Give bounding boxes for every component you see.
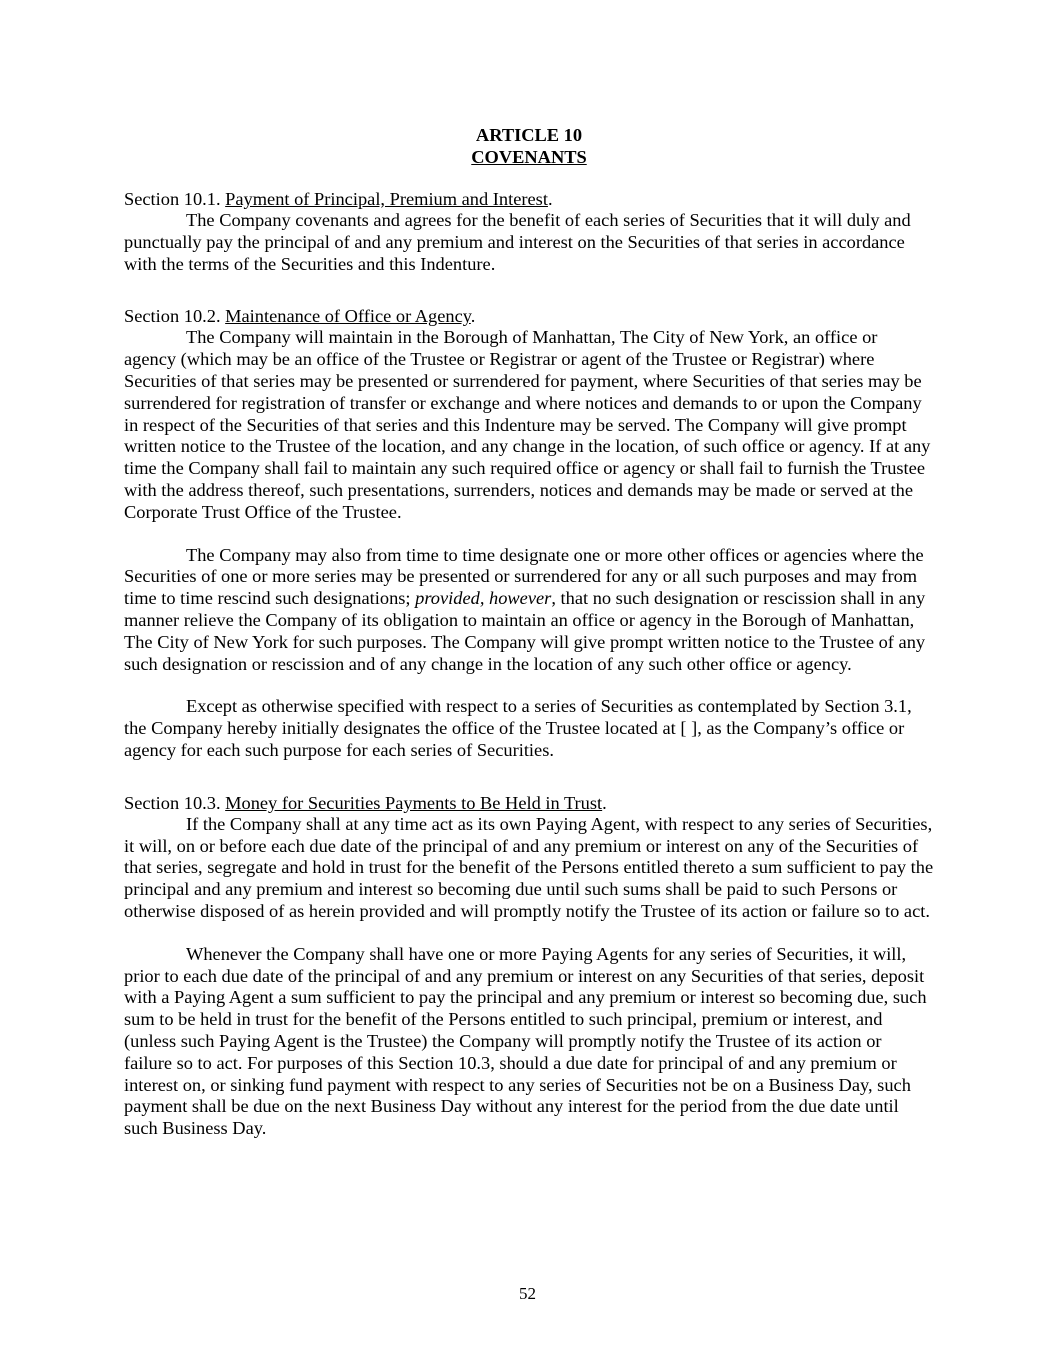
section-10-3	[124, 792, 934, 1140]
paragraph: The Company will maintain in the Borough of Manhattan, The City of New York, an office or agency (which may be an office of the Trustee or Registrar or agent of the Trustee or Registrar) where Securities of that series may be presented or surrendered for payment, where Securities of that series may be surrendered for registration of transfer or exchange and where notices and demands to or upon the Company in respect of the Securities of that series and this Indenture may be served. The Company will give prompt written notice to the Trustee of the location, and any change in the location, of such office or agency. If at any time the Company shall fail to maintain any such required office or agency or shall fail to furnish the Trustee with the address thereof, such presentations, surrenders, notices and demands may be made or served at the Corporate Trust Office of the Trustee.	[124, 327, 931, 522]
paragraph: The Company may also from time to time designate one or more other offices or agencies where the Securities of one or more series may be presented or surrendered for any or all such purposes and may from time to time rescind such designations; provided, however, that no such designation or rescission shall in any manner relieve the Company of its obligation to maintain an office or agency in the Borough of Manhattan, The City of New York for such purposes. The Company will give prompt written notice to the Trustee of any such designation or rescission and of any change in the location of any such other office or agency.	[124, 544, 926, 674]
paragraph: If the Company shall at any time act as its own Paying Agent, with respect to any series of Securities, it will, on or before each due date of the principal of and any premium or interest on any of the Securities of that series, segregate and hold in trust for the benefit of the Persons entitled thereto a sum sufficient to pay the principal and any premium and interest so becoming due until such sums shall be paid to such Persons or otherwise disposed of as herein provided and will promptly notify the Trustee of its action or failure so to act.	[124, 813, 934, 921]
italic-phrase: provided, however	[415, 588, 552, 609]
article-heading	[124, 124, 934, 168]
document-page	[124, 124, 934, 1140]
section-number: Section 10.1.	[124, 189, 221, 209]
paragraph: The Company covenants and agrees for the benefit of each series of Securities that it will duly and punctually pay the principal of and any premium and interest on the Securities of that series in accordance with the terms of the Securities and this Indenture.	[124, 210, 911, 274]
section-heading: Section 10.2. Maintenance of Office or Agency.	[124, 306, 476, 327]
page-number: 52	[519, 1284, 536, 1303]
section-number: Section 10.2.	[124, 306, 221, 327]
paragraph: Whenever the Company shall have one or more Paying Agents for any series of Securities, it will, prior to each due date of the principal of and any premium or interest on any Securities of that series, deposit with a Paying Agent a sum sufficient to pay the principal and any premium or interest so becoming due, such sum to be held in trust for the benefit of the Persons entitled to such principal, premium or interest, and (unless such Paying Agent is the Trustee) the Company will promptly notify the Trustee of its action or failure so to act. For purposes of this Section 10.3, should a due date for principal of and any premium or interest on, or sinking fund payment with respect to any series of Securities not be on a Business Day, such payment shall be due on the next Business Day without any interest for the period from the due date until such Business Day.	[124, 943, 927, 1139]
section-heading: Section 10.3. Money for Securities Payments to Be Held in Trust.	[124, 792, 607, 813]
section-heading: Section 10.1. Payment of Principal, Premium and Interest.	[124, 189, 553, 209]
section-number: Section 10.3.	[124, 792, 221, 813]
paragraph: Except as otherwise specified with respect to a series of Securities as contemplated by Section 3.1, the Company hereby initially designates the office of the Trustee located at [ ], as the Company’s office or agency for each such purpose for each series of Securities.	[124, 696, 912, 760]
section-title: Money for Securities Payments to Be Held in Trust	[225, 792, 603, 813]
article-title: COVENANTS	[471, 147, 587, 167]
section-10-1	[124, 188, 934, 275]
section-title: Maintenance of Office or Agency	[225, 306, 471, 327]
section-10-2	[124, 305, 934, 761]
article-number: ARTICLE 10	[475, 125, 583, 145]
section-title: Payment of Principal, Premium and Interest	[225, 189, 548, 209]
